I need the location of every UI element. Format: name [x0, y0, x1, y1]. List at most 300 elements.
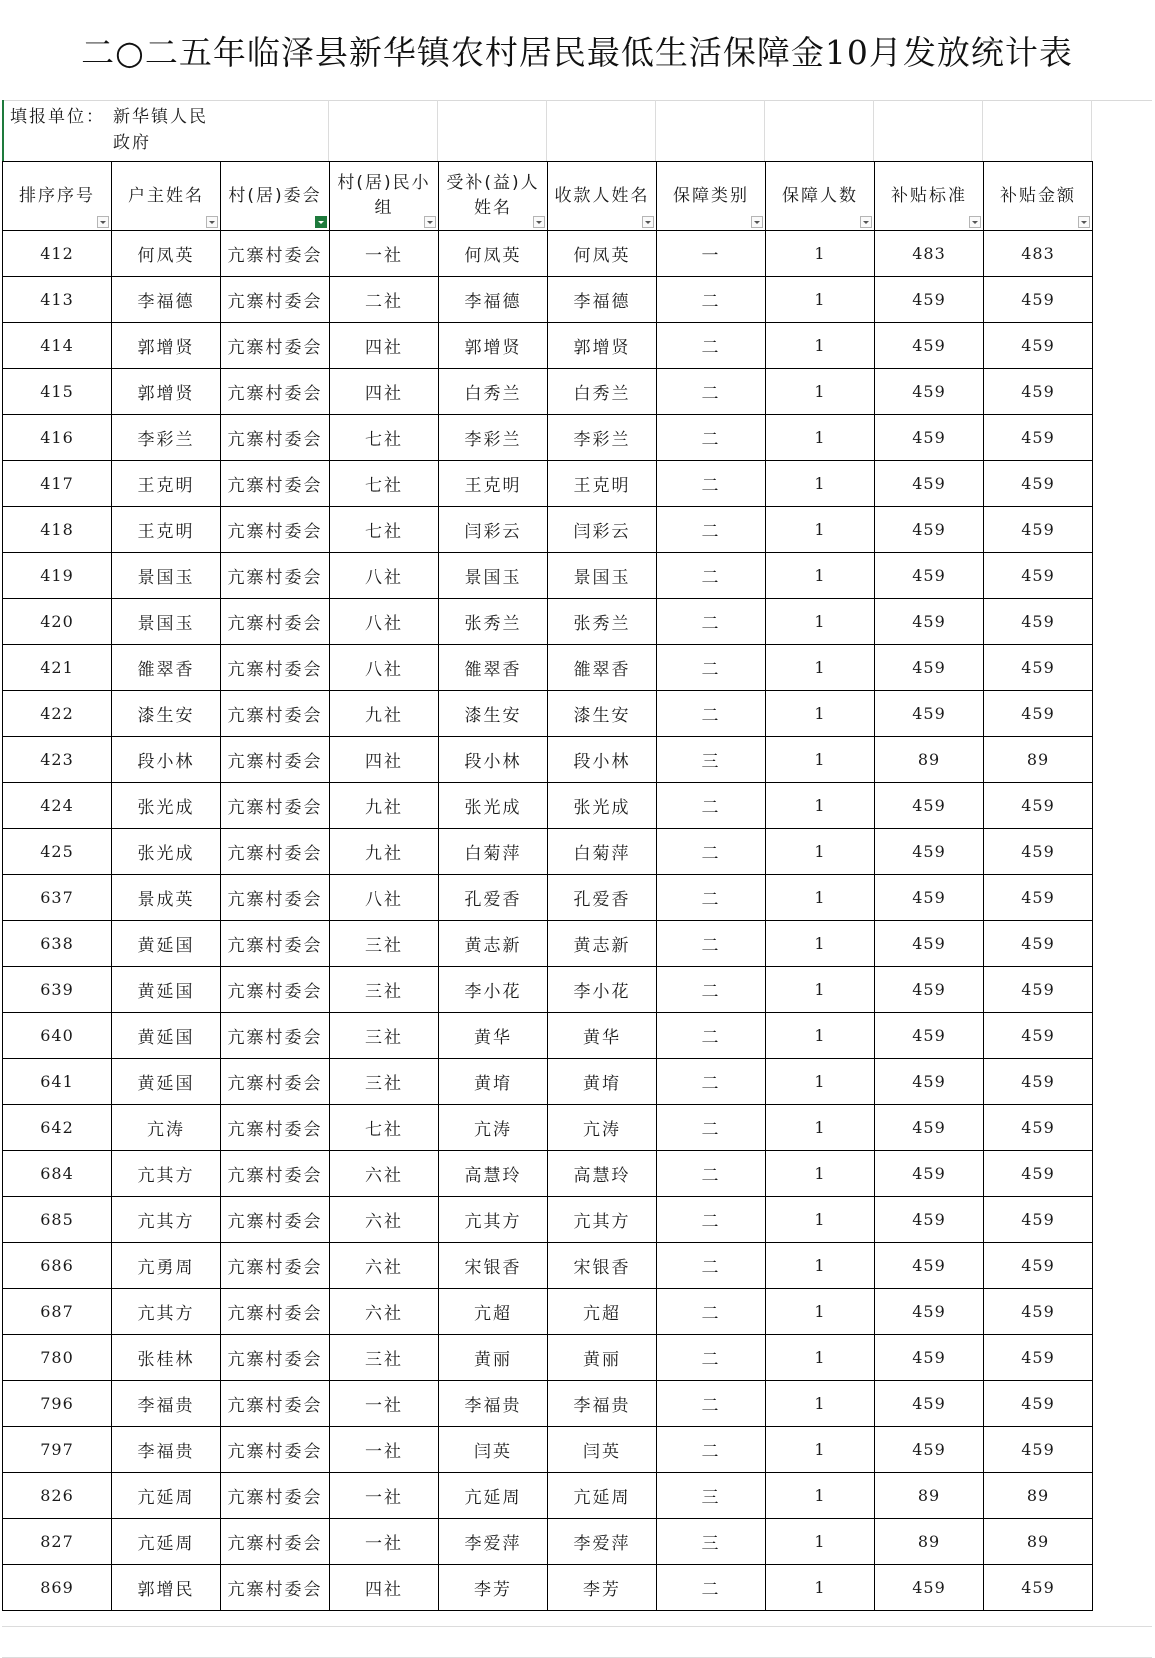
- table-cell[interactable]: 雒翠香: [439, 645, 548, 691]
- table-cell[interactable]: 二: [657, 1565, 766, 1611]
- table-cell[interactable]: 高慧玲: [439, 1151, 548, 1197]
- filter-dropdown-icon[interactable]: [969, 216, 981, 228]
- table-cell[interactable]: 459: [984, 875, 1093, 921]
- table-cell[interactable]: 1: [766, 1427, 875, 1473]
- table-cell[interactable]: 459: [984, 553, 1093, 599]
- table-cell[interactable]: 张光成: [548, 783, 657, 829]
- table-cell[interactable]: 漆生安: [548, 691, 657, 737]
- table-cell[interactable]: 李芳: [439, 1565, 548, 1611]
- table-cell[interactable]: 459: [875, 599, 984, 645]
- table-cell[interactable]: 638: [3, 921, 112, 967]
- table-cell[interactable]: 一社: [330, 1519, 439, 1565]
- table-cell[interactable]: 422: [3, 691, 112, 737]
- column-header[interactable]: [766, 162, 875, 231]
- table-cell[interactable]: 亢寨村委会: [221, 1151, 330, 1197]
- table-cell[interactable]: 亢延周: [112, 1473, 221, 1519]
- table-cell[interactable]: 二: [657, 1059, 766, 1105]
- table-cell[interactable]: 459: [984, 967, 1093, 1013]
- table-cell[interactable]: 459: [984, 1151, 1093, 1197]
- table-cell[interactable]: 459: [875, 1381, 984, 1427]
- table-cell[interactable]: 李爱萍: [439, 1519, 548, 1565]
- table-cell[interactable]: 459: [984, 1197, 1093, 1243]
- table-cell[interactable]: 段小林: [439, 737, 548, 783]
- table-cell[interactable]: 三社: [330, 1013, 439, 1059]
- table-cell[interactable]: 李福德: [548, 277, 657, 323]
- table-cell[interactable]: 二: [657, 507, 766, 553]
- table-cell[interactable]: 459: [984, 1565, 1093, 1611]
- table-cell[interactable]: 459: [875, 277, 984, 323]
- table-cell[interactable]: 亢其方: [112, 1289, 221, 1335]
- table-cell[interactable]: 二: [657, 691, 766, 737]
- table-cell[interactable]: 89: [875, 1473, 984, 1519]
- table-cell[interactable]: 1: [766, 921, 875, 967]
- table-cell[interactable]: 张光成: [439, 783, 548, 829]
- table-cell[interactable]: 二: [657, 1151, 766, 1197]
- table-cell[interactable]: 二: [657, 599, 766, 645]
- table-cell[interactable]: 黄华: [439, 1013, 548, 1059]
- table-cell[interactable]: 三社: [330, 967, 439, 1013]
- table-cell[interactable]: 二: [657, 1427, 766, 1473]
- table-cell[interactable]: 张秀兰: [439, 599, 548, 645]
- table-cell[interactable]: 459: [875, 921, 984, 967]
- table-cell[interactable]: 459: [984, 645, 1093, 691]
- table-cell[interactable]: 漆生安: [112, 691, 221, 737]
- table-cell[interactable]: 1: [766, 1565, 875, 1611]
- table-cell[interactable]: 亢寨村委会: [221, 1197, 330, 1243]
- table-cell[interactable]: 459: [875, 323, 984, 369]
- table-cell[interactable]: 亢寨村委会: [221, 553, 330, 599]
- table-cell[interactable]: 八社: [330, 875, 439, 921]
- table-cell[interactable]: 亢寨村委会: [221, 369, 330, 415]
- table-cell[interactable]: 黄延国: [112, 1013, 221, 1059]
- table-cell[interactable]: 1: [766, 1059, 875, 1105]
- table-cell[interactable]: 1: [766, 1151, 875, 1197]
- table-cell[interactable]: 亢寨村委会: [221, 875, 330, 921]
- table-cell[interactable]: 642: [3, 1105, 112, 1151]
- table-cell[interactable]: 89: [984, 1519, 1093, 1565]
- table-cell[interactable]: 白秀兰: [548, 369, 657, 415]
- table-cell[interactable]: 七社: [330, 415, 439, 461]
- table-cell[interactable]: 景国玉: [112, 553, 221, 599]
- table-cell[interactable]: 王克明: [112, 507, 221, 553]
- table-cell[interactable]: 421: [3, 645, 112, 691]
- table-cell[interactable]: 459: [875, 645, 984, 691]
- table-cell[interactable]: 三社: [330, 1059, 439, 1105]
- table-cell[interactable]: 89: [984, 1473, 1093, 1519]
- table-cell[interactable]: 二: [657, 967, 766, 1013]
- table-cell[interactable]: 三: [657, 1519, 766, 1565]
- table-cell[interactable]: 李福贵: [112, 1381, 221, 1427]
- table-cell[interactable]: 424: [3, 783, 112, 829]
- table-cell[interactable]: 亢寨村委会: [221, 277, 330, 323]
- table-cell[interactable]: 景国玉: [548, 553, 657, 599]
- table-cell[interactable]: 459: [875, 967, 984, 1013]
- table-cell[interactable]: 827: [3, 1519, 112, 1565]
- table-cell[interactable]: 亢其方: [439, 1197, 548, 1243]
- table-cell[interactable]: 417: [3, 461, 112, 507]
- table-cell[interactable]: 一社: [330, 1473, 439, 1519]
- column-header[interactable]: [657, 162, 766, 231]
- table-cell[interactable]: 黄堉: [548, 1059, 657, 1105]
- table-cell[interactable]: 二社: [330, 277, 439, 323]
- filter-active-icon[interactable]: [315, 216, 327, 228]
- table-cell[interactable]: 414: [3, 323, 112, 369]
- table-cell[interactable]: 二: [657, 1381, 766, 1427]
- table-cell[interactable]: 亢寨村委会: [221, 829, 330, 875]
- table-cell[interactable]: 459: [875, 1151, 984, 1197]
- table-cell[interactable]: 亢寨村委会: [221, 1289, 330, 1335]
- table-cell[interactable]: 1: [766, 1473, 875, 1519]
- table-cell[interactable]: 419: [3, 553, 112, 599]
- table-cell[interactable]: 1: [766, 1105, 875, 1151]
- table-cell[interactable]: 李福贵: [548, 1381, 657, 1427]
- table-cell[interactable]: 二: [657, 323, 766, 369]
- column-header[interactable]: [112, 162, 221, 231]
- table-cell[interactable]: 637: [3, 875, 112, 921]
- filter-dropdown-icon[interactable]: [1078, 216, 1090, 228]
- table-cell[interactable]: 闫彩云: [548, 507, 657, 553]
- table-cell[interactable]: 459: [875, 507, 984, 553]
- table-cell[interactable]: 亢超: [548, 1289, 657, 1335]
- table-cell[interactable]: 景国玉: [439, 553, 548, 599]
- table-cell[interactable]: 二: [657, 415, 766, 461]
- table-cell[interactable]: 何凤英: [548, 231, 657, 277]
- table-cell[interactable]: 亢寨村委会: [221, 1381, 330, 1427]
- table-cell[interactable]: 459: [875, 1335, 984, 1381]
- table-cell[interactable]: 白菊萍: [548, 829, 657, 875]
- table-cell[interactable]: 二: [657, 875, 766, 921]
- table-cell[interactable]: 二: [657, 1335, 766, 1381]
- table-cell[interactable]: 黄堉: [439, 1059, 548, 1105]
- table-cell[interactable]: 459: [984, 1243, 1093, 1289]
- table-cell[interactable]: 亢寨村委会: [221, 599, 330, 645]
- table-cell[interactable]: 415: [3, 369, 112, 415]
- table-cell[interactable]: 459: [984, 1289, 1093, 1335]
- table-cell[interactable]: 孔爱香: [439, 875, 548, 921]
- table-cell[interactable]: 六社: [330, 1197, 439, 1243]
- table-cell[interactable]: 李福德: [439, 277, 548, 323]
- table-cell[interactable]: 二: [657, 553, 766, 599]
- table-cell[interactable]: 亢延周: [112, 1519, 221, 1565]
- table-cell[interactable]: 687: [3, 1289, 112, 1335]
- table-cell[interactable]: 九社: [330, 783, 439, 829]
- table-cell[interactable]: 亢寨村委会: [221, 461, 330, 507]
- table-cell[interactable]: 二: [657, 277, 766, 323]
- table-cell[interactable]: 459: [875, 691, 984, 737]
- table-cell[interactable]: 张桂林: [112, 1335, 221, 1381]
- table-cell[interactable]: 639: [3, 967, 112, 1013]
- table-cell[interactable]: 二: [657, 645, 766, 691]
- table-cell[interactable]: 三: [657, 1473, 766, 1519]
- table-cell[interactable]: 459: [984, 1059, 1093, 1105]
- table-cell[interactable]: 王克明: [112, 461, 221, 507]
- table-cell[interactable]: 459: [875, 369, 984, 415]
- column-header[interactable]: [330, 162, 439, 231]
- table-cell[interactable]: 1: [766, 645, 875, 691]
- table-cell[interactable]: 雒翠香: [548, 645, 657, 691]
- table-cell[interactable]: 1: [766, 369, 875, 415]
- table-cell[interactable]: 亢寨村委会: [221, 415, 330, 461]
- table-cell[interactable]: 二: [657, 369, 766, 415]
- table-cell[interactable]: 何凤英: [112, 231, 221, 277]
- table-cell[interactable]: 黄丽: [548, 1335, 657, 1381]
- table-cell[interactable]: 459: [984, 277, 1093, 323]
- table-cell[interactable]: 八社: [330, 599, 439, 645]
- table-cell[interactable]: 459: [984, 507, 1093, 553]
- table-cell[interactable]: 1: [766, 1289, 875, 1335]
- filter-dropdown-icon[interactable]: [97, 216, 109, 228]
- table-cell[interactable]: 李爱萍: [548, 1519, 657, 1565]
- table-cell[interactable]: 三社: [330, 1335, 439, 1381]
- table-cell[interactable]: 1: [766, 553, 875, 599]
- table-cell[interactable]: 孔爱香: [548, 875, 657, 921]
- table-cell[interactable]: 686: [3, 1243, 112, 1289]
- table-cell[interactable]: 亢勇周: [112, 1243, 221, 1289]
- column-header[interactable]: [548, 162, 657, 231]
- table-cell[interactable]: 二: [657, 1013, 766, 1059]
- table-cell[interactable]: 王克明: [439, 461, 548, 507]
- table-cell[interactable]: 459: [984, 461, 1093, 507]
- table-cell[interactable]: 亢其方: [548, 1197, 657, 1243]
- table-cell[interactable]: 亢寨村委会: [221, 1013, 330, 1059]
- table-cell[interactable]: 1: [766, 967, 875, 1013]
- table-cell[interactable]: 亢超: [439, 1289, 548, 1335]
- table-cell[interactable]: 459: [984, 1013, 1093, 1059]
- table-cell[interactable]: 459: [875, 1105, 984, 1151]
- table-cell[interactable]: 1: [766, 875, 875, 921]
- table-cell[interactable]: 418: [3, 507, 112, 553]
- table-cell[interactable]: 685: [3, 1197, 112, 1243]
- table-cell[interactable]: 张秀兰: [548, 599, 657, 645]
- table-cell[interactable]: 459: [984, 1335, 1093, 1381]
- table-cell[interactable]: 459: [984, 415, 1093, 461]
- table-cell[interactable]: 459: [875, 461, 984, 507]
- table-cell[interactable]: 景成英: [112, 875, 221, 921]
- table-cell[interactable]: 二: [657, 921, 766, 967]
- table-cell[interactable]: 640: [3, 1013, 112, 1059]
- table-cell[interactable]: 八社: [330, 645, 439, 691]
- filter-dropdown-icon[interactable]: [642, 216, 654, 228]
- table-cell[interactable]: 459: [875, 553, 984, 599]
- table-cell[interactable]: 796: [3, 1381, 112, 1427]
- table-cell[interactable]: 郭增民: [112, 1565, 221, 1611]
- table-cell[interactable]: 七社: [330, 1105, 439, 1151]
- table-cell[interactable]: 李芳: [548, 1565, 657, 1611]
- table-cell[interactable]: 三: [657, 737, 766, 783]
- table-cell[interactable]: 二: [657, 1105, 766, 1151]
- table-cell[interactable]: 1: [766, 277, 875, 323]
- table-cell[interactable]: 黄志新: [548, 921, 657, 967]
- table-cell[interactable]: 亢涛: [112, 1105, 221, 1151]
- table-cell[interactable]: 459: [984, 783, 1093, 829]
- table-cell[interactable]: 1: [766, 231, 875, 277]
- table-cell[interactable]: 826: [3, 1473, 112, 1519]
- table-cell[interactable]: 黄丽: [439, 1335, 548, 1381]
- table-cell[interactable]: 段小林: [548, 737, 657, 783]
- table-cell[interactable]: 459: [984, 1381, 1093, 1427]
- table-cell[interactable]: 亢寨村委会: [221, 1427, 330, 1473]
- table-cell[interactable]: 郭增贤: [112, 369, 221, 415]
- table-cell[interactable]: 张光成: [112, 783, 221, 829]
- table-cell[interactable]: 二: [657, 461, 766, 507]
- table-cell[interactable]: 六社: [330, 1151, 439, 1197]
- table-cell[interactable]: 一社: [330, 1381, 439, 1427]
- table-cell[interactable]: 1: [766, 691, 875, 737]
- table-cell[interactable]: 459: [875, 875, 984, 921]
- table-cell[interactable]: 459: [875, 415, 984, 461]
- table-cell[interactable]: 459: [875, 1013, 984, 1059]
- column-header[interactable]: [221, 162, 330, 231]
- table-cell[interactable]: 亢寨村委会: [221, 691, 330, 737]
- column-header[interactable]: [439, 162, 548, 231]
- table-cell[interactable]: 景国玉: [112, 599, 221, 645]
- table-cell[interactable]: 780: [3, 1335, 112, 1381]
- table-cell[interactable]: 1: [766, 1197, 875, 1243]
- table-cell[interactable]: 黄延国: [112, 921, 221, 967]
- table-cell[interactable]: 1: [766, 599, 875, 645]
- table-cell[interactable]: 白秀兰: [439, 369, 548, 415]
- table-cell[interactable]: 亢寨村委会: [221, 1105, 330, 1151]
- table-cell[interactable]: 亢延周: [548, 1473, 657, 1519]
- table-cell[interactable]: 七社: [330, 507, 439, 553]
- table-cell[interactable]: 1: [766, 1519, 875, 1565]
- table-cell[interactable]: 459: [875, 1197, 984, 1243]
- table-cell[interactable]: 九社: [330, 829, 439, 875]
- table-cell[interactable]: 二: [657, 1289, 766, 1335]
- table-cell[interactable]: 雒翠香: [112, 645, 221, 691]
- table-cell[interactable]: 亢寨村委会: [221, 783, 330, 829]
- table-cell[interactable]: 1: [766, 415, 875, 461]
- table-cell[interactable]: 郭增贤: [112, 323, 221, 369]
- table-cell[interactable]: 459: [875, 1427, 984, 1473]
- table-cell[interactable]: 何凤英: [439, 231, 548, 277]
- table-cell[interactable]: 1: [766, 1013, 875, 1059]
- table-cell[interactable]: 亢寨村委会: [221, 921, 330, 967]
- table-cell[interactable]: 89: [984, 737, 1093, 783]
- table-cell[interactable]: 1: [766, 737, 875, 783]
- table-cell[interactable]: 亢寨村委会: [221, 967, 330, 1013]
- table-cell[interactable]: 李彩兰: [439, 415, 548, 461]
- table-cell[interactable]: 641: [3, 1059, 112, 1105]
- table-cell[interactable]: 亢寨村委会: [221, 645, 330, 691]
- table-cell[interactable]: 1: [766, 783, 875, 829]
- table-cell[interactable]: 416: [3, 415, 112, 461]
- filter-dropdown-icon[interactable]: [424, 216, 436, 228]
- table-cell[interactable]: 闫英: [548, 1427, 657, 1473]
- table-cell[interactable]: 黄延国: [112, 967, 221, 1013]
- table-cell[interactable]: 四社: [330, 323, 439, 369]
- table-cell[interactable]: 459: [984, 1427, 1093, 1473]
- table-cell[interactable]: 闫彩云: [439, 507, 548, 553]
- table-cell[interactable]: 二: [657, 829, 766, 875]
- table-cell[interactable]: 二: [657, 1243, 766, 1289]
- table-cell[interactable]: 八社: [330, 553, 439, 599]
- table-cell[interactable]: 420: [3, 599, 112, 645]
- table-cell[interactable]: 483: [875, 231, 984, 277]
- table-cell[interactable]: 1: [766, 507, 875, 553]
- table-cell[interactable]: 1: [766, 1243, 875, 1289]
- table-cell[interactable]: 张光成: [112, 829, 221, 875]
- table-cell[interactable]: 459: [875, 1565, 984, 1611]
- table-cell[interactable]: 黄延国: [112, 1059, 221, 1105]
- table-cell[interactable]: 李福德: [112, 277, 221, 323]
- table-cell[interactable]: 亢寨村委会: [221, 231, 330, 277]
- table-cell[interactable]: 高慧玲: [548, 1151, 657, 1197]
- table-cell[interactable]: 郭增贤: [548, 323, 657, 369]
- table-cell[interactable]: 425: [3, 829, 112, 875]
- table-cell[interactable]: 亢其方: [112, 1151, 221, 1197]
- table-cell[interactable]: 六社: [330, 1243, 439, 1289]
- table-cell[interactable]: 869: [3, 1565, 112, 1611]
- table-cell[interactable]: 黄华: [548, 1013, 657, 1059]
- table-cell[interactable]: 四社: [330, 369, 439, 415]
- table-cell[interactable]: 三社: [330, 921, 439, 967]
- table-cell[interactable]: 684: [3, 1151, 112, 1197]
- table-cell[interactable]: 漆生安: [439, 691, 548, 737]
- table-cell[interactable]: 413: [3, 277, 112, 323]
- table-cell[interactable]: 亢寨村委会: [221, 507, 330, 553]
- table-cell[interactable]: 459: [984, 921, 1093, 967]
- table-cell[interactable]: 423: [3, 737, 112, 783]
- filter-dropdown-icon[interactable]: [860, 216, 872, 228]
- table-cell[interactable]: 亢其方: [112, 1197, 221, 1243]
- table-cell[interactable]: 亢寨村委会: [221, 737, 330, 783]
- column-header[interactable]: [875, 162, 984, 231]
- table-cell[interactable]: 1: [766, 829, 875, 875]
- filter-dropdown-icon[interactable]: [751, 216, 763, 228]
- table-cell[interactable]: 郭增贤: [439, 323, 548, 369]
- table-cell[interactable]: 459: [984, 599, 1093, 645]
- table-cell[interactable]: 闫英: [439, 1427, 548, 1473]
- table-cell[interactable]: 亢寨村委会: [221, 1519, 330, 1565]
- table-cell[interactable]: 李福贵: [112, 1427, 221, 1473]
- filter-dropdown-icon[interactable]: [533, 216, 545, 228]
- table-cell[interactable]: 二: [657, 1197, 766, 1243]
- title-cell[interactable]: [2, 0, 1152, 101]
- table-cell[interactable]: 459: [875, 1059, 984, 1105]
- table-cell[interactable]: 89: [875, 1519, 984, 1565]
- filler-unit-cell[interactable]: [2, 100, 230, 162]
- table-cell[interactable]: 459: [984, 691, 1093, 737]
- table-cell[interactable]: 亢涛: [439, 1105, 548, 1151]
- table-cell[interactable]: 四社: [330, 1565, 439, 1611]
- table-cell[interactable]: 459: [875, 1289, 984, 1335]
- table-cell[interactable]: 李福贵: [439, 1381, 548, 1427]
- table-cell[interactable]: 亢涛: [548, 1105, 657, 1151]
- table-cell[interactable]: 459: [984, 1105, 1093, 1151]
- column-header[interactable]: [3, 162, 112, 231]
- table-cell[interactable]: 1: [766, 323, 875, 369]
- table-cell[interactable]: 李小花: [439, 967, 548, 1013]
- table-cell[interactable]: 89: [875, 737, 984, 783]
- table-cell[interactable]: 九社: [330, 691, 439, 737]
- table-cell[interactable]: 亢寨村委会: [221, 1059, 330, 1105]
- table-cell[interactable]: 1: [766, 461, 875, 507]
- table-cell[interactable]: 宋银香: [548, 1243, 657, 1289]
- table-cell[interactable]: 一: [657, 231, 766, 277]
- table-cell[interactable]: 白菊萍: [439, 829, 548, 875]
- table-cell[interactable]: 1: [766, 1335, 875, 1381]
- table-cell[interactable]: 一社: [330, 1427, 439, 1473]
- table-cell[interactable]: 亢寨村委会: [221, 1243, 330, 1289]
- table-cell[interactable]: 483: [984, 231, 1093, 277]
- table-cell[interactable]: 459: [875, 783, 984, 829]
- table-cell[interactable]: 李彩兰: [112, 415, 221, 461]
- table-cell[interactable]: 797: [3, 1427, 112, 1473]
- table-cell[interactable]: 宋银香: [439, 1243, 548, 1289]
- table-cell[interactable]: 412: [3, 231, 112, 277]
- table-cell[interactable]: 李彩兰: [548, 415, 657, 461]
